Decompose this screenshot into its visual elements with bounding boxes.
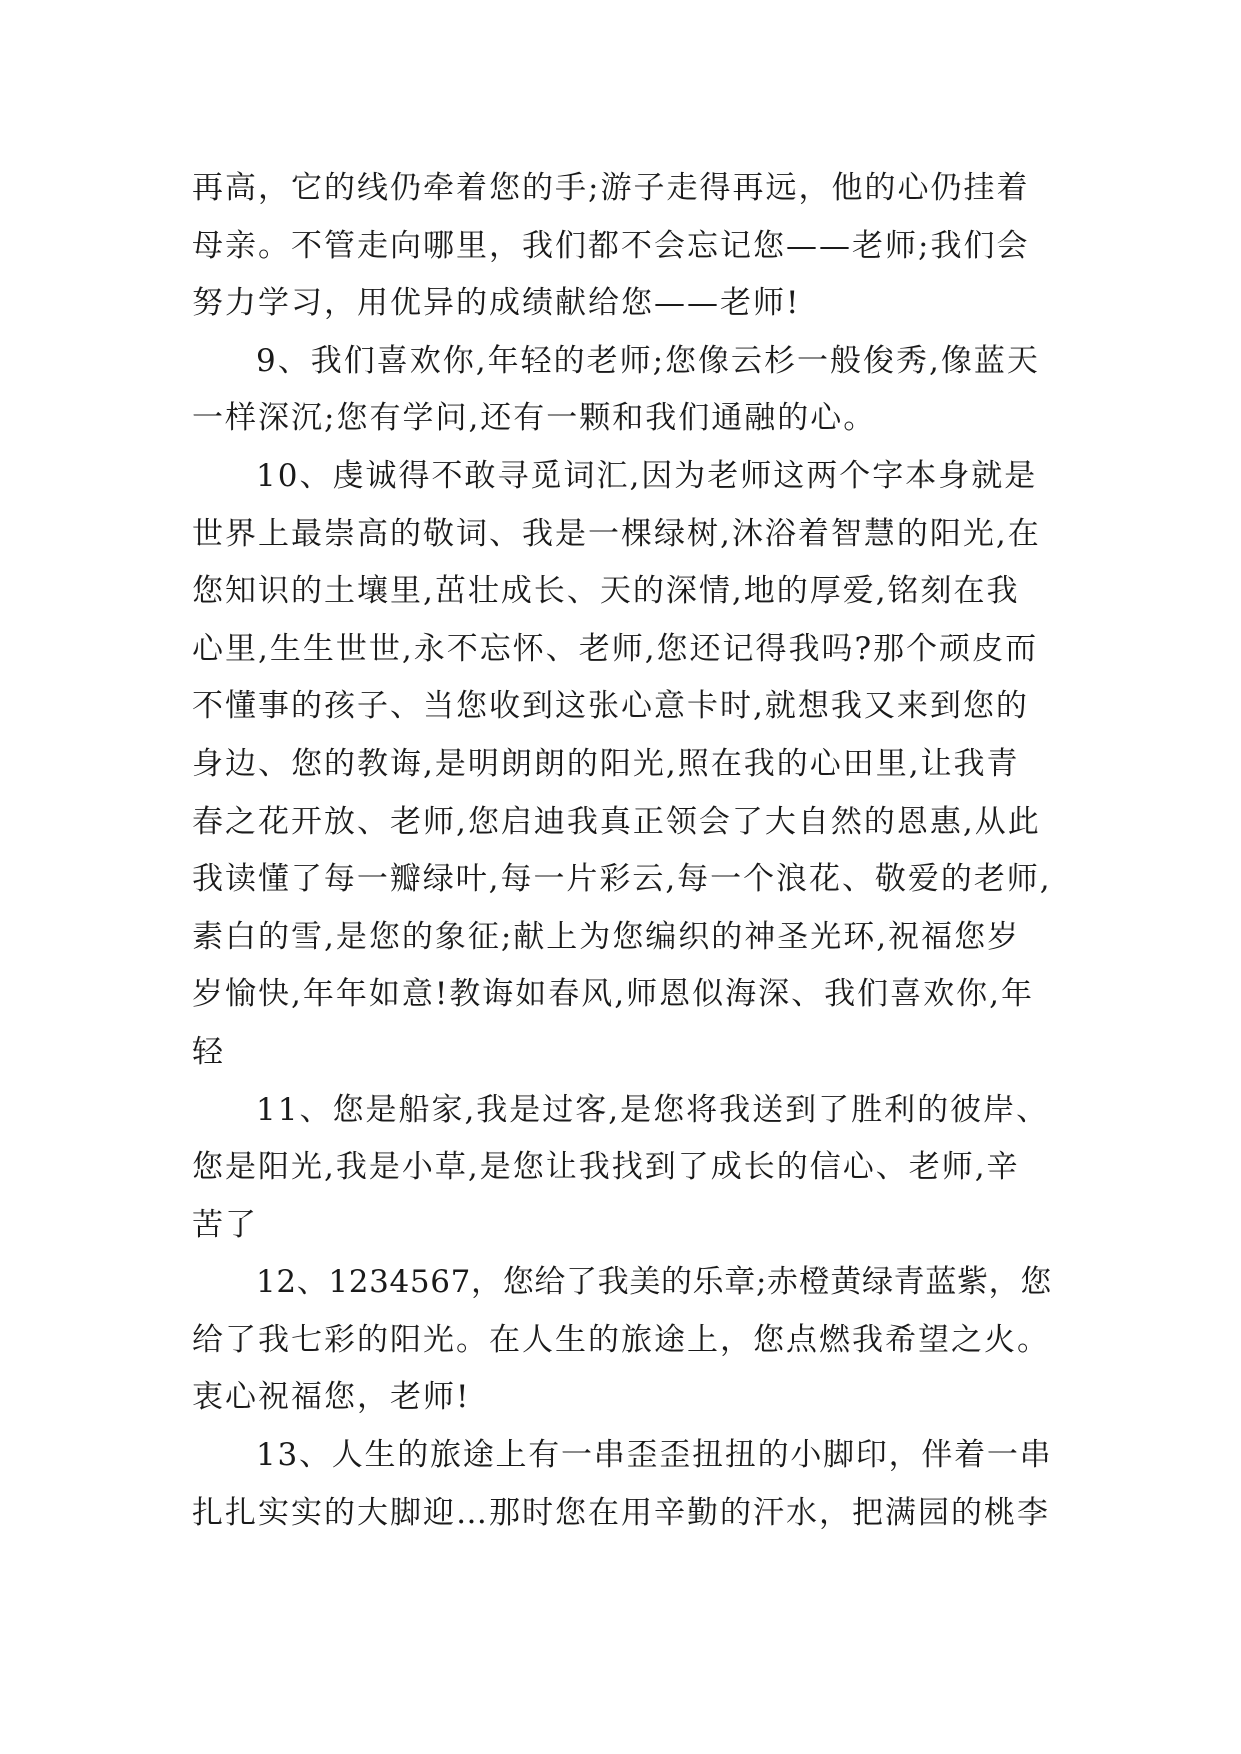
text-line: 心里,生生世世,永不忘怀、老师,您还记得我吗?那个顽皮而 xyxy=(192,630,1039,667)
text-line: 一样深沉;您有学问,还有一颗和我们通融的心。 xyxy=(192,400,877,437)
text-line: 身边、您的教诲,是明朗朗的阳光,照在我的心田里,让我青 xyxy=(192,745,1020,782)
text-line: 给了我七彩的阳光。在人生的旅途上，您点燃我希望之火。 xyxy=(192,1321,1050,1358)
text-line: 扎扎实实的大脚迎…那时您在用辛勤的汗水，把满园的桃李 xyxy=(192,1494,1050,1531)
paragraph-11-start: 11、您是船家,我是过客,是您将我送到了胜利的彼岸、 xyxy=(256,1091,1050,1128)
text-line: 苦了 xyxy=(192,1206,258,1243)
text-line: 素白的雪,是您的象征;献上为您编织的神圣光环,祝福您岁 xyxy=(192,918,1021,955)
text-line: 努力学习，用优异的成绩献给您——老师! xyxy=(192,285,801,322)
text-line: 春之花开放、老师,您启迪我真正领会了大自然的恩惠,从此 xyxy=(192,803,1041,840)
paragraph-9-start: 9、我们喜欢你,年轻的老师;您像云杉一般俊秀,像蓝天 xyxy=(256,342,1040,379)
paragraph-13-start: 13、人生的旅途上有一串歪歪扭扭的小脚印，伴着一串 xyxy=(256,1437,1053,1474)
paragraph-12-start: 12、1234567，您给了我美的乐章;赤橙黄绿青蓝紫，您 xyxy=(256,1264,1052,1301)
body-text xyxy=(192,160,1052,1542)
text-line: 母亲。不管走向哪里，我们都不会忘记您——老师;我们会 xyxy=(192,227,1030,264)
text-line: 世界上最崇高的敬词、我是一棵绿树,沐浴着智慧的阳光,在 xyxy=(192,515,1041,552)
text-line: 岁愉快,年年如意!教诲如春风,师恩似海深、我们喜欢你,年 xyxy=(192,976,1035,1013)
text-line: 您是阳光,我是小草,是您让我找到了成长的信心、老师,辛 xyxy=(192,1149,1020,1186)
text-line: 轻 xyxy=(192,1033,225,1070)
text-line: 我读懂了每一瓣绿叶,每一片彩云,每一个浪花、敬爱的老师, xyxy=(192,861,1052,898)
text-line: 再高，它的线仍牵着您的手;游子走得再远，他的心仍挂着 xyxy=(192,170,1030,206)
paragraph-10-start: 10、虔诚得不敢寻觅词汇,因为老师这两个字本身就是 xyxy=(256,457,1038,494)
text-line: 不懂事的孩子、当您收到这张心意卡时,就想我又来到您的 xyxy=(192,688,1029,725)
text-line: 您知识的土壤里,茁壮成长、天的深情,地的厚爱,铭刻在我 xyxy=(192,573,1020,610)
text-line: 衷心祝福您，老师! xyxy=(192,1379,471,1416)
